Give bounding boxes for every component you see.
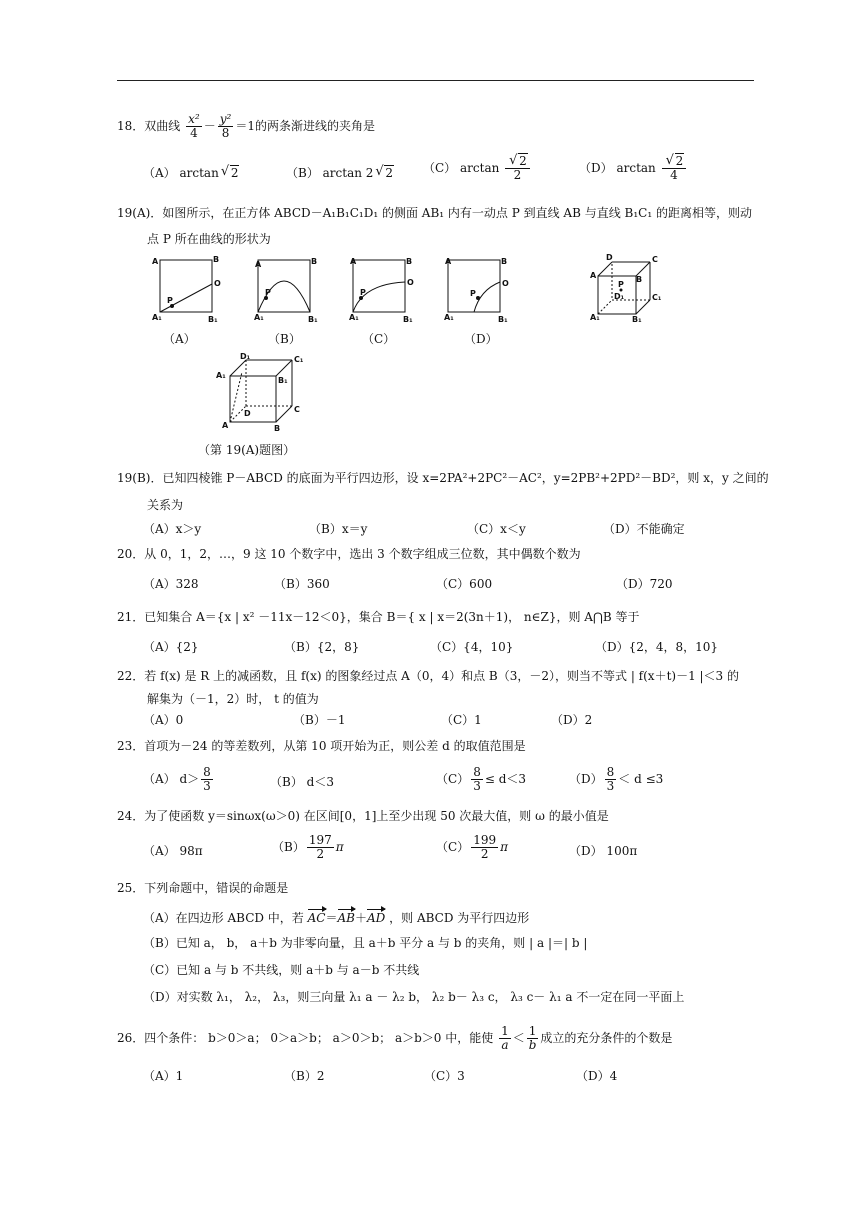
header-rule: [117, 80, 754, 81]
fraction-x2-4: $\frac{\text{x²}}{4}$: [188, 112, 200, 140]
question-text: 解集为（－1，2）时， t 的值为: [147, 692, 319, 706]
svg-text:B: B: [274, 424, 281, 433]
option-26a[interactable]: （A）1: [143, 1069, 184, 1083]
question-19a: [117, 205, 752, 221]
svg-text:B: B: [406, 257, 413, 266]
question-18: 18．双曲线 $\frac{\text{x²}}{4}$ － $\frac{\text{y²}}{8}$ ＝1的两条渐进线的夹角是: [117, 112, 375, 140]
question-22-line2: [147, 691, 319, 707]
option-18d[interactable]: （D） arctan √ $\frac{2}{4}$: [579, 155, 688, 182]
option-22c[interactable]: （C）1: [441, 713, 482, 727]
option-21c[interactable]: （C）{4，10}: [430, 640, 514, 654]
svg-text:B: B: [311, 257, 318, 266]
option-25d[interactable]: （D）对实数 λ₁， λ₂， λ₃，则三向量 λ₁ a － λ₂ b， λ₂ b－ λ₃ c， λ₃ c－ λ₁ a 不一定在同一平面上: [143, 990, 685, 1004]
svg-text:A: A: [222, 421, 229, 430]
question-25: [117, 880, 288, 896]
question-text: 下列命题中，错误的命题是: [144, 881, 289, 895]
svg-text:P: P: [167, 296, 173, 305]
svg-text:D: D: [244, 409, 251, 418]
svg-text:A: A: [350, 257, 357, 266]
question-number: 19(A)．: [117, 206, 163, 220]
option-23c[interactable]: （C） $\frac{8}{3}$ ≤ d＜3: [436, 765, 527, 793]
question-text: 的两条渐进线的夹角是: [254, 119, 375, 133]
question-23: [117, 738, 526, 754]
figure-caption-19a: （第 19(A)题图）: [198, 443, 296, 457]
option-24c[interactable]: （C） $\frac{199}{2}$ π: [436, 833, 508, 861]
question-number: 25．: [117, 881, 145, 895]
svg-text:B: B: [636, 275, 643, 284]
option-23a[interactable]: （A） d＞ $\frac{8}{3}$: [143, 765, 211, 793]
question-text: 已知四棱锥 P－ABCD 的底面为平行四边形，设 x=2PA²+2PC²－AC²，y=2PB²+2PD²－BD²，则 x，y 之间的: [162, 471, 769, 485]
option-19b-d[interactable]: （D）不能确定: [603, 522, 685, 536]
svg-text:B₁: B₁: [632, 315, 642, 324]
option-22a[interactable]: （A）0: [143, 713, 184, 727]
option-21a[interactable]: （A）{2}: [143, 640, 199, 654]
option-24a[interactable]: （A） 98π: [143, 844, 203, 858]
option-24d[interactable]: （D） 100π: [569, 844, 638, 858]
svg-text:D₁: D₁: [614, 292, 625, 301]
option-26c[interactable]: （C）3: [424, 1069, 465, 1083]
svg-text:A₁: A₁: [152, 313, 162, 322]
option-25b[interactable]: （B）已知 a， b， a＋b 为非零向量，且 a＋b 平分 a 与 b 的夹角，则 | a |＝| b |: [143, 936, 588, 950]
svg-text:P: P: [360, 288, 366, 297]
fraction-y2-8: $\frac{\text{y²}}{8}$: [219, 112, 232, 140]
svg-text:D: D: [606, 253, 613, 262]
option-22b[interactable]: （B）－1: [293, 713, 346, 727]
figure-19a-option-c[interactable]: [343, 254, 418, 327]
option-25a[interactable]: （A）在四边形 ABCD 中，若 AC＝AB＋AD ，则 ABCD 为平行四边形: [143, 911, 530, 925]
svg-text:O: O: [407, 278, 414, 287]
figure-label-d: （D）: [464, 332, 498, 346]
option-18c[interactable]: （C） arctan √ $\frac{2}{2}$: [423, 155, 532, 182]
option-20a[interactable]: （A）328: [143, 577, 199, 591]
svg-text:P: P: [265, 288, 271, 297]
svg-text:C₁: C₁: [652, 293, 662, 302]
svg-text:A₁: A₁: [216, 371, 226, 380]
svg-text:D₁: D₁: [240, 352, 251, 361]
question-19b-line2: [147, 497, 183, 513]
question-text: 双曲线: [144, 119, 181, 133]
option-23d[interactable]: （D） $\frac{8}{3}$ ＜ d ≤3: [569, 765, 664, 793]
svg-text:B₁: B₁: [278, 376, 288, 385]
svg-text:C: C: [294, 405, 300, 414]
question-text: 从 0，1，2，…，9 这 10 个数字中，选出 3 个数字组成三位数，其中偶数个数为: [144, 547, 581, 561]
option-21b[interactable]: （B）{2，8}: [284, 640, 360, 654]
question-19b: [117, 470, 769, 486]
option-22d[interactable]: （D）2: [551, 713, 593, 727]
question-text: 关系为: [147, 498, 184, 512]
question-20: [117, 546, 581, 562]
question-text: 如图所示，在正方体 ABCD－A₁B₁C₁D₁ 的侧面 AB₁ 内有一动点 P 到直线 AB 与直线 B₁C₁ 的距离相等，则动: [162, 206, 752, 220]
svg-text:B₁: B₁: [308, 315, 318, 324]
svg-text:A₁: A₁: [590, 313, 600, 322]
svg-text:P: P: [618, 280, 624, 289]
svg-text:A: A: [255, 260, 262, 269]
question-text: 点 P 所在曲线的形状为: [147, 232, 271, 246]
svg-text:C: C: [652, 255, 658, 264]
svg-text:B₁: B₁: [498, 315, 508, 324]
question-text: 已知集合 A＝{x | x² －11x－12＜0}，集合 B＝{ x | x＝2(3n＋1)， n∈Z}，则 A⋂B 等于: [144, 610, 640, 624]
svg-text:P: P: [470, 289, 476, 298]
option-18a[interactable]: （A） arctan√ 2: [143, 165, 239, 181]
question-number: 18．: [117, 119, 145, 133]
option-19b-c[interactable]: （C）x＜y: [467, 522, 526, 536]
svg-text:B: B: [501, 257, 508, 266]
option-24b[interactable]: （B） $\frac{197}{2}$ π: [272, 833, 344, 861]
figure-19a-option-a[interactable]: [150, 254, 225, 327]
svg-text:C₁: C₁: [294, 355, 304, 364]
question-text: 若 f(x) 是 R 上的减函数，且 f(x) 的图象经过点 A（0，4）和点 B（3，－2），则当不等式 | f(x＋t)－1 |＜3 的: [144, 669, 740, 683]
question-22: [117, 668, 739, 684]
svg-text:A: A: [445, 257, 452, 266]
figure-cube-small: [588, 254, 668, 329]
svg-text:B: B: [213, 255, 220, 264]
question-number: 24．: [117, 809, 145, 823]
question-19a-line2: [147, 231, 271, 247]
option-20b[interactable]: （B）360: [274, 577, 330, 591]
question-26: 26．四个条件： b＞0＞a； 0＞a＞b； a＞0＞b； a＞b＞0 中，能使 $\frac{1}{a}$ ＜ $\frac{1}{b}$ 成立的充分条件的个数是: [117, 1024, 673, 1052]
option-20d[interactable]: （D）720: [616, 577, 673, 591]
question-number: 21．: [117, 610, 145, 624]
question-text: 首项为－24 的等差数列，从第 10 项开始为正，则公差 d 的取值范围是: [144, 739, 526, 753]
option-26b[interactable]: （B）2: [284, 1069, 325, 1083]
svg-text:A: A: [590, 271, 597, 280]
svg-text:B₁: B₁: [403, 315, 413, 324]
figure-19a-option-b[interactable]: [248, 254, 323, 327]
figure-cube-19a: [212, 352, 312, 437]
figure-label-a: （A）: [163, 332, 196, 346]
question-number: 19(B)．: [117, 471, 163, 485]
option-26d[interactable]: （D）4: [576, 1069, 618, 1083]
question-number: 23．: [117, 739, 145, 753]
figure-19a-option-d[interactable]: [438, 254, 513, 327]
svg-text:O: O: [214, 279, 221, 288]
question-number: 20．: [117, 547, 145, 561]
svg-text:A₁: A₁: [254, 313, 264, 322]
option-25c[interactable]: （C）已知 a 与 b 不共线，则 a＋b 与 a－b 不共线: [143, 963, 420, 977]
question-24: [117, 808, 609, 824]
svg-text:A: A: [152, 257, 159, 266]
question-number: 26．: [117, 1031, 145, 1045]
option-18b[interactable]: （B） arctan 2√ 2: [286, 165, 394, 181]
question-number: 22．: [117, 669, 145, 683]
svg-text:B₁: B₁: [208, 315, 218, 324]
option-23b[interactable]: （B） d＜3: [270, 775, 334, 789]
option-21d[interactable]: （D）{2，4，8，10}: [595, 640, 719, 654]
question-text: 为了使函数 y＝sinωx(ω＞0) 在区间[0，1]上至少出现 50 次最大值，则 ω 的最小值是: [144, 809, 609, 823]
option-20c[interactable]: （C）600: [436, 577, 493, 591]
question-21: [117, 609, 639, 625]
question-text: 成立的充分条件的个数是: [540, 1031, 673, 1045]
svg-text:O: O: [502, 279, 509, 288]
option-19b-a[interactable]: （A）x＞y: [143, 522, 202, 536]
question-text: 四个条件： b＞0＞a； 0＞a＞b； a＞0＞b； a＞b＞0 中，能使: [144, 1031, 494, 1045]
figure-label-b: （B）: [268, 332, 301, 346]
svg-text:A₁: A₁: [444, 313, 454, 322]
svg-text:A₁: A₁: [349, 313, 359, 322]
option-19b-b[interactable]: （B）x＝y: [309, 522, 368, 536]
figure-label-c: （C）: [362, 332, 396, 346]
